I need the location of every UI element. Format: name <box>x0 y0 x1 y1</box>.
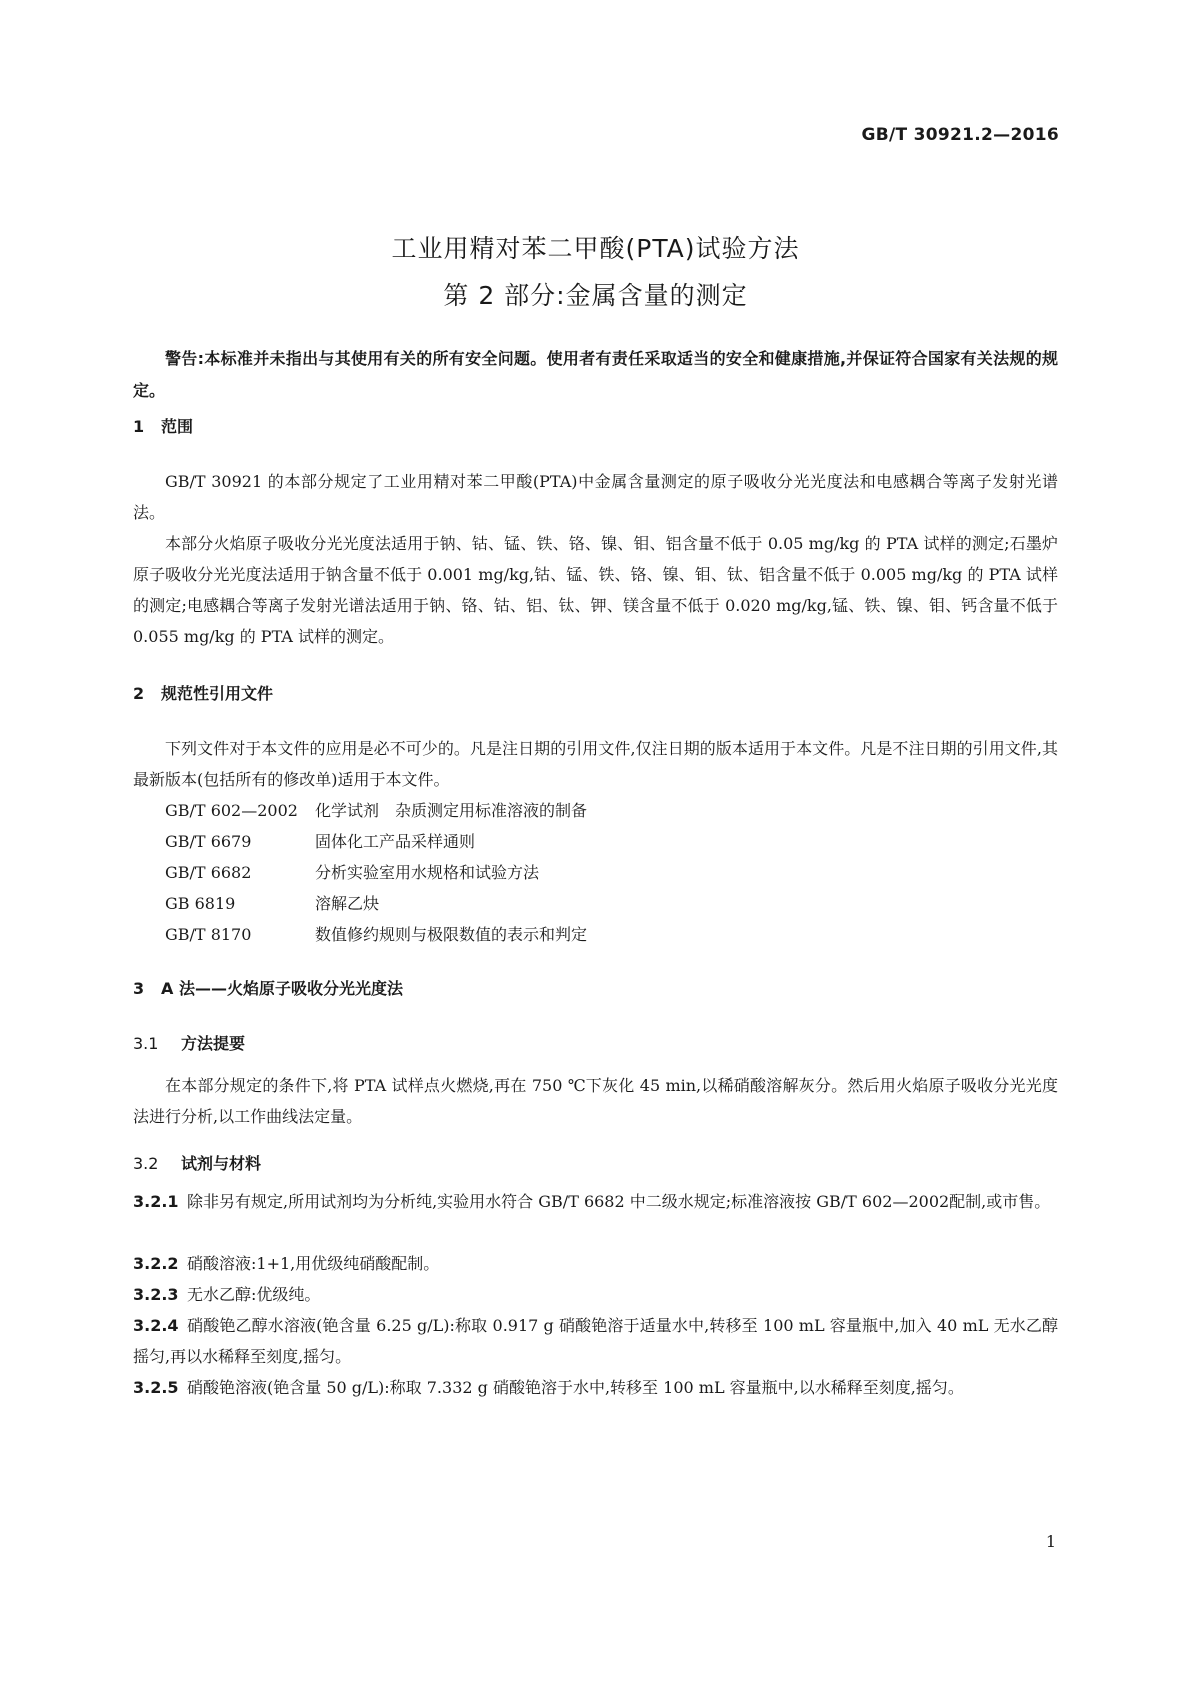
section-1-heading <box>133 414 193 437</box>
reference-code: GB/T 6679 <box>165 832 252 851</box>
reagent-item <box>133 1186 1058 1217</box>
reagent-item <box>133 1279 1058 1310</box>
document-title: 工业用精对苯二甲酸(PTA)试验方法 <box>391 234 800 263</box>
reference-item <box>165 888 379 919</box>
method-summary: 在本部分规定的条件下,将 PTA 试样点火燃烧,再在 750 ℃下灰化 45 min,以稀硝酸溶解灰分。然后用火焰原子吸收分光光度法进行分析,以工作曲线法定量。 <box>133 1076 1058 1126</box>
section-title: 范围 <box>161 417 194 436</box>
reference-item <box>165 857 539 888</box>
section-2-heading <box>133 681 273 704</box>
subsection-3-1-heading <box>133 1031 245 1054</box>
section-title: A 法——火焰原子吸收分光光度法 <box>161 979 403 998</box>
subsection-3-2-heading <box>133 1151 261 1174</box>
item-text: 无水乙醇:优级纯。 <box>187 1285 321 1304</box>
page-number: 1 <box>1045 1532 1056 1551</box>
reference-title: 化学试剂 杂质测定用标准溶液的制备 <box>315 801 588 820</box>
reference-title: 固体化工产品采样通则 <box>315 832 476 851</box>
warning-notice: 警告:本标准并未指出与其使用有关的所有安全问题。使用者有责任采取适当的安全和健康措施,并保证符合国家有关法规的规定。 <box>133 349 1058 400</box>
reference-code: GB/T 602—2002 <box>165 801 298 820</box>
reagent-item <box>133 1372 1058 1403</box>
reference-code: GB/T 8170 <box>165 925 252 944</box>
reference-item <box>165 795 587 826</box>
item-number: 3.2.2 <box>133 1254 179 1273</box>
item-text: 硝酸铯溶液(铯含量 50 g/L):称取 7.332 g 硝酸铯溶于水中,转移至 100 mL 容量瓶中,以水稀释至刻度,摇匀。 <box>187 1378 964 1397</box>
item-number: 3.2.3 <box>133 1285 179 1304</box>
item-number: 3.2.4 <box>133 1316 179 1335</box>
scope-paragraph-2: 本部分火焰原子吸收分光光度法适用于钠、钴、锰、铁、铬、镍、钼、铝含量不低于 0.05 mg/kg 的 PTA 试样的测定;石墨炉原子吸收分光光度法适用于钠含量不低于 0.001 mg/kg,钴、锰、铁、铬、镍、钼、钛、铝含量不低于 0.005 mg/kg 的 PTA 试样的测定;电感耦合等离子发射光谱法适用于钠、铬、钴、铝、钛、钾、镁含量不低于 0.020 mg/kg,锰、铁、镍、钼、钙含量不低于 0.055 mg/kg 的 PTA 试样的测定。 <box>133 534 1058 646</box>
reference-item <box>165 826 475 857</box>
subsection-number: 3.2 <box>133 1154 159 1173</box>
item-text: 除非另有规定,所用试剂均为分析纯,实验用水符合 GB/T 6682 中二级水规定;标准溶液按 GB/T 602—2002配制,或市售。 <box>187 1192 1051 1211</box>
reference-title: 数值修约规则与极限数值的表示和判定 <box>315 925 588 944</box>
reagent-item <box>133 1248 1058 1279</box>
scope-paragraph-1: GB/T 30921 的本部分规定了工业用精对苯二甲酸(PTA)中金属含量测定的原子吸收分光光度法和电感耦合等离子发射光谱法。 <box>133 472 1058 522</box>
standard-number: GB/T 30921.2—2016 <box>861 125 1059 145</box>
section-title: 规范性引用文件 <box>161 684 274 703</box>
reference-item <box>165 919 587 950</box>
item-number: 3.2.5 <box>133 1378 179 1397</box>
subsection-title: 试剂与材料 <box>181 1154 262 1173</box>
section-number: 2 <box>133 684 145 703</box>
reference-code: GB 6819 <box>165 894 236 913</box>
reference-title: 溶解乙炔 <box>315 894 380 913</box>
reference-code: GB/T 6682 <box>165 863 252 882</box>
reagent-item <box>133 1310 1058 1372</box>
references-intro: 下列文件对于本文件的应用是必不可少的。凡是注日期的引用文件,仅注日期的版本适用于本文件。凡是不注日期的引用文件,其最新版本(包括所有的修改单)适用于本文件。 <box>133 739 1058 789</box>
document-subtitle: 第 2 部分:金属含量的测定 <box>443 281 748 310</box>
item-text: 硝酸铯乙醇水溶液(铯含量 6.25 g/L):称取 0.917 g 硝酸铯溶于适量水中,转移至 100 mL 容量瓶中,加入 40 mL 无水乙醇摇匀,再以水稀释至刻度,摇匀。 <box>133 1316 1058 1366</box>
reference-title: 分析实验室用水规格和试验方法 <box>315 863 540 882</box>
section-number: 3 <box>133 979 145 998</box>
item-text: 硝酸溶液:1+1,用优级纯硝酸配制。 <box>187 1254 440 1273</box>
subsection-title: 方法提要 <box>181 1034 246 1053</box>
item-number: 3.2.1 <box>133 1192 179 1211</box>
section-3-heading <box>133 976 403 999</box>
subsection-number: 3.1 <box>133 1034 159 1053</box>
section-number: 1 <box>133 417 145 436</box>
